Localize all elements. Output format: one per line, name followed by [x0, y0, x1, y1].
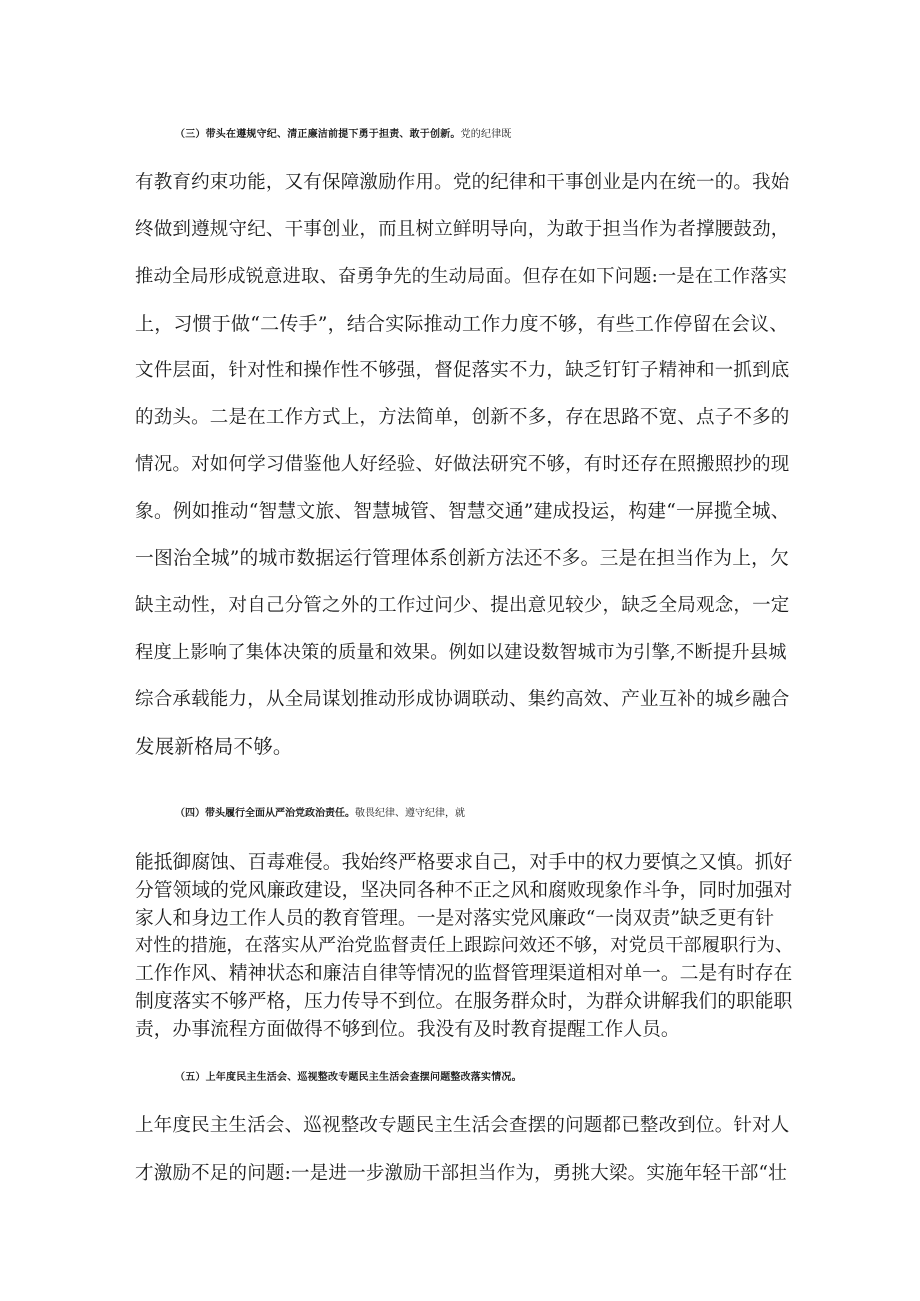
section-5-line-1: [175, 1065, 835, 1091]
section-4-line-1: （四）带头履行全面从严治党政治责任。敬畏纪律、遵守纪律，就: [175, 808, 465, 819]
section-3-line-12: 程度上影响了集体决策的质量和效果。例如以建设数智城市为引擎,不断提升县城: [135, 642, 787, 663]
section-3-line-8: 情况。对如何学习借鉴他人好经验、好做法研究不够，有时还存在照搬照抄的现: [135, 454, 790, 475]
section-4-heading: （四）带头履行全面从严治党政治责任。: [175, 808, 355, 819]
section-5-line-2: 上年度民主生活会、巡视整改专题民主生活会查摆的问题都已整改到位。针对人: [135, 1115, 790, 1136]
section-3-line-2: 有教育约束功能，又有保障激励作用。党的纪律和干事创业是内在统一的。我始: [135, 172, 790, 193]
section-4-line-5: 对性的措施，在落实从严治党监督责任上跟踪问效还不够，对党员干部履职行为、: [135, 935, 794, 956]
section-4-line-2: 能抵御腐蚀、百毒难侵。我始终严格要求自己，对手中的权力要慎之又慎。抓好: [135, 852, 793, 873]
section-3-line-7: 的劲头。二是在工作方式上，方法简单，创新不多，存在思路不宽、点子不多的: [135, 407, 790, 428]
section-3-line-13: 综合承载能力，从全局谋划推动形成协调联动、集约高效、产业互补的城乡融合: [135, 689, 790, 710]
section-3-line-4: 推动全局形成锐意进取、奋勇争先的生动局面。但存在如下问题:一是在工作落实: [135, 266, 788, 287]
section-4-line-7: 制度落实不够严格，压力传导不到位。在服务群众时，为群众讲解我们的职能职: [135, 991, 793, 1012]
section-4-line-8: 责，办事流程方面做得不够到位。我没有及时教育提醒工作人员。: [135, 1019, 680, 1040]
section-4-line-6: 工作作风、精神状态和廉洁自律等情况的监督管理渠道相对单一。二是有时存在: [135, 963, 793, 984]
section-5-heading: （五）上年度民主生活会、巡视整改专题民主生活会查摆问题整改落实情况。: [175, 1072, 522, 1083]
section-3-line-3: 终做到遵规守纪、干事创业，而且树立鲜明导向，为敢于担当作为者撑腰鼓劲，: [135, 219, 790, 240]
section-3-line-1: （三）带头在遵规守纪、清正廉洁前提下勇于担责、敢于创新。党的纪律既: [175, 129, 512, 140]
section-3-line-14: 发展新格局不够。: [135, 735, 293, 758]
section-3-line-9: 象。例如推动“智慧文旅、智慧城管、智慧交通”建成投运，构建“一屏揽全城、: [135, 501, 790, 522]
section-4-line-4: 家人和身边工作人员的教育管理。一是对落实党风廉政“一岗双责”缺乏更有针: [135, 908, 774, 929]
section-3-line-5: 上，习惯于做“二传手”，结合实际推动工作力度不够，有些工作停留在会议、: [135, 313, 789, 335]
section-3-line-6: 文件层面，针对性和操作性不够强，督促落实不力，缺乏钉钉子精神和一抓到底: [135, 360, 790, 381]
section-4-line-3: 分管领域的党风廉政建设，坚决同各种不正之风和腐败现象作斗争，同时加强对: [135, 880, 793, 901]
section-3-line-10: 一图治全城”的城市数据运行管理体系创新方法还不多。三是在担当作为上，欠: [135, 548, 790, 569]
section-5-line-3: 才激励不足的问题:一是进一步激励干部担当作为，勇挑大梁。实施年轻干部“壮: [135, 1163, 787, 1184]
section-3-line-11: 缺主动性，对自己分管之外的工作过问少、提出意见较少，缺乏全局观念，一定: [135, 595, 790, 616]
section-3-heading: （三）带头在遵规守纪、清正廉洁前提下勇于担责、敢于创新。: [175, 129, 461, 140]
